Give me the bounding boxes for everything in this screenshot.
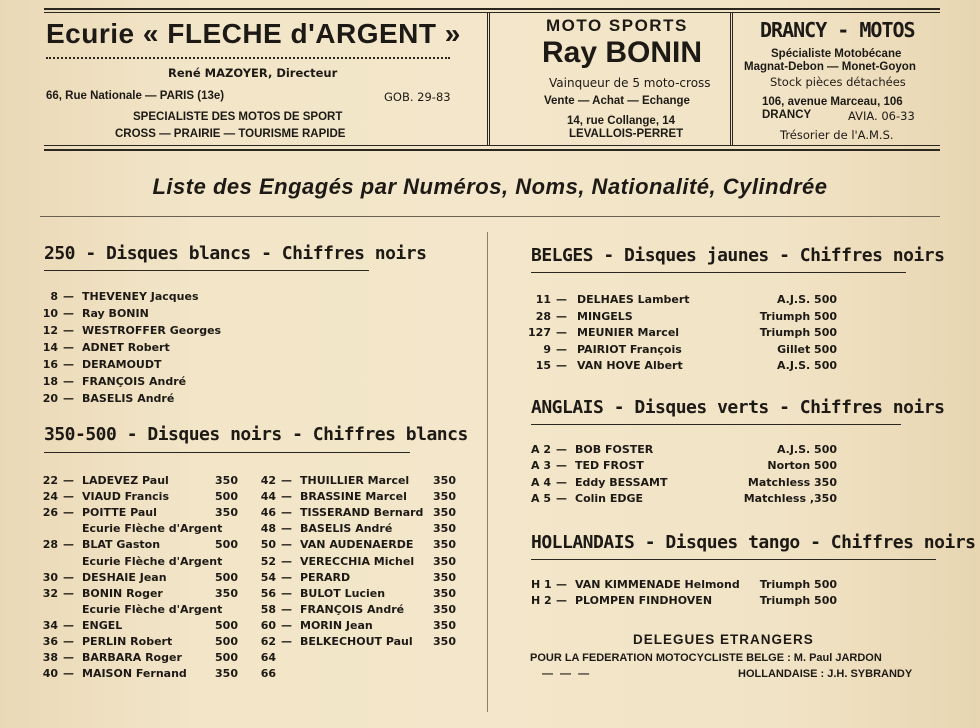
entrant-cylinder: 350	[433, 506, 456, 520]
entrant-cylinder: 500	[215, 618, 238, 632]
entrant-number: 52	[260, 554, 276, 568]
entrant-number: H 2	[531, 594, 552, 607]
entrant-dash: —	[556, 443, 567, 456]
section-hollandais-title: HOLLANDAIS - Disques tango - Chiffres noirs	[531, 532, 976, 553]
entrant-name: Colin EDGE	[575, 491, 644, 505]
entrant-name: POITTE Paul	[82, 506, 157, 520]
entrant-number: 14	[42, 341, 58, 354]
entrant-dash: —	[63, 667, 74, 681]
header-top-rule	[44, 8, 940, 10]
ecurie-title-underline	[46, 57, 450, 59]
entrant-dash: —	[63, 618, 74, 632]
entrant-number: 50	[260, 538, 276, 552]
entrant-name: FRANÇOIS André	[300, 602, 405, 616]
entrant-number: A 5	[531, 491, 551, 505]
entrant-number: 9	[543, 342, 551, 356]
entrant-dash: —	[281, 538, 292, 552]
entrant-number: 15	[535, 359, 551, 372]
section-350-title: 350-500 - Disques noirs - Chiffres blancs	[44, 424, 468, 445]
entrant-machine: A.J.S. 500	[776, 359, 837, 372]
drancy-specialty: Spécialiste Motobécane	[771, 48, 902, 60]
entrant-number: 64	[260, 651, 276, 665]
moto-sports-label: MOTO SPORTS	[546, 16, 688, 35]
drancy-phone: AVIA. 06-33	[848, 109, 915, 123]
entrant-name: PLOMPEN FINDHOVEN	[575, 594, 713, 607]
entrant-name: VAN AUDENAERDE	[300, 538, 414, 552]
entrant-machine: Gillet 500	[777, 342, 837, 356]
ray-bonin-services: Vente — Achat — Echange	[544, 95, 690, 107]
entrant-name: TISSERAND Bernard	[300, 506, 424, 520]
entrant-name: FRANÇOIS André	[82, 375, 187, 388]
entrant-name: LADEVEZ Paul	[82, 474, 169, 487]
entrant-cylinder: 350	[433, 618, 456, 632]
entrant-name: BRASSINE Marcel	[300, 490, 407, 504]
entrant-name: PAIRIOT François	[577, 342, 682, 356]
ecurie-title: Ecurie « FLECHE d'ARGENT »	[46, 18, 461, 49]
entrant-cylinder: 350	[433, 522, 456, 536]
entrant-name: Eddy BESSAMT	[575, 475, 668, 489]
entrant-cylinder: 350	[433, 586, 456, 600]
entrant-machine: Triumph 500	[759, 594, 837, 607]
section-belges-underline	[531, 272, 906, 273]
entrant-machine: Triumph 500	[759, 578, 837, 591]
entrant-number: 127	[528, 326, 551, 339]
entrant-number: 11	[535, 293, 551, 306]
entrant-dash: —	[63, 570, 74, 584]
entrant-dash: —	[63, 358, 74, 371]
entrant-dash: —	[556, 459, 567, 473]
entrant-name: ADNET Robert	[82, 341, 170, 354]
entrant-cylinder: 350	[433, 602, 456, 616]
header-divider-1	[487, 12, 490, 146]
entrant-name: TED FROST	[575, 459, 644, 473]
entrant-cylinder: 350	[215, 474, 238, 487]
delegues-belgian: POUR LA FEDERATION MOTOCYCLISTE BELGE : M. Paul JARDON	[530, 652, 882, 664]
entrant-name: BARBARA Roger	[82, 651, 182, 665]
drancy-city: DRANCY	[762, 109, 812, 121]
delegues-dutch: HOLLANDAISE : J.H. SYBRANDY	[738, 668, 913, 680]
entrant-cylinder: 350	[215, 506, 238, 520]
entrant-machine: A.J.S. 500	[776, 293, 837, 306]
section-250-title: 250 - Disques blancs - Chiffres noirs	[44, 243, 427, 264]
delegues-dashes: — — —	[542, 668, 590, 680]
entrant-cylinder: 500	[215, 490, 238, 504]
entrant-number: H 1	[531, 578, 552, 591]
entrant-dash: —	[63, 586, 74, 600]
section-250-underline	[44, 270, 369, 271]
entrant-number: 34	[42, 618, 58, 632]
entrant-cylinder: 350	[433, 490, 456, 504]
entrant-number: 30	[42, 570, 58, 584]
ray-bonin-city: LEVALLOIS-PERRET	[569, 128, 684, 140]
entrant-number: 38	[42, 651, 58, 665]
entrant-name: DELHAES Lambert	[577, 293, 690, 306]
entrant-number: 22	[42, 474, 58, 487]
entrant-number: 12	[42, 324, 58, 337]
entrant-dash: —	[281, 602, 292, 616]
entrant-number: 16	[42, 358, 58, 371]
entrant-cylinder: 500	[215, 538, 238, 552]
entrant-name: VAN HOVE Albert	[577, 359, 683, 372]
entrant-cylinder: 500	[215, 651, 238, 665]
entrant-name: MORIN Jean	[300, 618, 373, 632]
entrant-cylinder: 350	[433, 538, 456, 552]
entrant-name: PERLIN Robert	[82, 635, 173, 648]
entrant-dash: —	[63, 392, 74, 405]
entrant-name: THEVENEY Jacques	[82, 290, 199, 303]
entrant-dash: —	[281, 618, 292, 632]
section-350-underline	[44, 452, 410, 453]
entrant-dash: —	[63, 635, 74, 648]
entrant-number: A 4	[531, 475, 551, 489]
entrant-dash: —	[63, 506, 74, 520]
entrant-name: MAISON Fernand	[82, 667, 187, 681]
entrant-name: BOB FOSTER	[575, 443, 654, 456]
entrant-name: MINGELS	[577, 309, 633, 323]
entrant-dash: —	[281, 635, 292, 648]
entrant-machine: Matchless ,350	[743, 491, 837, 505]
ecurie-disciplines: CROSS — PRAIRIE — TOURISME RAPIDE	[115, 128, 346, 140]
entrant-name: Ecurie Flèche d'Argent	[82, 602, 223, 616]
entrant-number: 8	[50, 290, 58, 303]
entrant-cylinder: 350	[433, 635, 456, 648]
entrant-number: A 2	[531, 443, 551, 456]
entrant-number: 36	[42, 635, 58, 648]
entrant-name: BULOT Lucien	[300, 586, 386, 600]
entrant-name: Ecurie Flèche d'Argent	[82, 554, 223, 568]
entrant-cylinder: 350	[215, 586, 238, 600]
entrant-name: ENGEL	[82, 618, 123, 632]
drancy-street: 106, avenue Marceau, 106	[762, 96, 903, 108]
entrant-number: 56	[260, 586, 276, 600]
entrant-name: BASELIS André	[300, 522, 393, 536]
entrant-cylinder: 350	[433, 474, 456, 487]
entrant-machine: Triumph 500	[759, 326, 837, 339]
ray-bonin-wins: Vainqueur de 5 moto-cross	[549, 76, 711, 90]
entrant-number: A 3	[531, 459, 551, 473]
entrant-dash: —	[63, 538, 74, 552]
entrant-name: DERAMOUDT	[82, 358, 162, 371]
entrant-dash: —	[63, 341, 74, 354]
entrant-dash: —	[281, 506, 292, 520]
entrant-name: BELKECHOUT Paul	[300, 635, 413, 648]
main-heading: Liste des Engagés par Numéros, Noms, Nationalité, Cylindrée	[152, 174, 828, 199]
entrant-number: 10	[42, 307, 58, 320]
entrant-number: 42	[260, 474, 276, 487]
entrant-dash: —	[556, 342, 567, 356]
ecurie-address: 66, Rue Nationale — PARIS (13e)	[46, 90, 225, 102]
entrant-dash: —	[281, 522, 292, 536]
main-heading-rule	[40, 216, 940, 217]
entrant-machine: A.J.S. 500	[776, 443, 837, 456]
entrant-number: 62	[260, 635, 276, 648]
entrant-dash: —	[556, 359, 567, 372]
entrant-dash: —	[281, 490, 292, 504]
entrant-number: 40	[42, 667, 58, 681]
entrant-dash: —	[281, 586, 292, 600]
entrant-machine: Triumph 500	[759, 309, 837, 323]
entrant-dash: —	[556, 293, 567, 306]
section-belges-title: BELGES - Disques jaunes - Chiffres noirs	[531, 245, 945, 266]
entrant-number: 24	[42, 490, 58, 504]
section-anglais-title: ANGLAIS - Disques verts - Chiffres noirs	[531, 397, 945, 418]
entrant-dash: —	[63, 490, 74, 504]
entrant-number: 60	[260, 618, 276, 632]
entrant-cylinder: 350	[215, 667, 238, 681]
entrant-name: BONIN Roger	[82, 586, 163, 600]
entrant-number: 54	[260, 570, 276, 584]
entrant-name: VAN KIMMENADE Helmond	[575, 578, 740, 591]
entrant-name: WESTROFFER Georges	[82, 324, 222, 337]
entrant-dash: —	[556, 578, 567, 591]
entrant-dash: —	[281, 570, 292, 584]
entrant-name: BASELIS André	[82, 392, 175, 405]
entrant-name: DESHAIE Jean	[82, 570, 167, 584]
entrant-cylinder: 500	[215, 570, 238, 584]
entrant-number: 28	[535, 309, 551, 323]
entrant-name: PERARD	[300, 570, 351, 584]
entrant-number: 44	[260, 490, 276, 504]
entrant-number: 48	[260, 522, 276, 536]
ray-bonin-street: 14, rue Collange, 14	[567, 115, 676, 127]
entrant-dash: —	[63, 324, 74, 337]
entrant-dash: —	[63, 375, 74, 388]
entrant-dash: —	[281, 474, 292, 487]
entrant-name: MEUNIER Marcel	[577, 326, 680, 339]
drancy-brands: Magnat-Debon — Monet-Goyon	[744, 61, 916, 73]
header-bottom-rule-thin	[44, 145, 940, 146]
entrant-machine: Matchless 350	[747, 475, 837, 489]
entrant-dash: —	[63, 651, 74, 665]
entrant-machine: Norton 500	[767, 459, 837, 473]
entrant-name: Ecurie Flèche d'Argent	[82, 522, 223, 536]
header-divider-2	[730, 12, 733, 146]
entrant-name: Ray BONIN	[82, 307, 149, 320]
entrant-dash: —	[63, 307, 74, 320]
header-top-rule-thin	[44, 12, 940, 13]
entrant-name: VERECCHIA Michel	[300, 554, 415, 568]
ecurie-phone: GOB. 29-83	[384, 90, 451, 104]
entrant-number: 20	[42, 392, 58, 405]
drancy-treasurer: Trésorier de l'A.M.S.	[780, 128, 894, 142]
entrant-number: 66	[260, 667, 276, 681]
entrant-number: 32	[42, 586, 58, 600]
entrant-dash: —	[556, 475, 567, 489]
ecurie-specialty: SPECIALISTE DES MOTOS DE SPORT	[133, 111, 343, 123]
entrant-number: 26	[42, 506, 58, 520]
entrant-cylinder: 350	[433, 554, 456, 568]
entrant-number: 28	[42, 538, 58, 552]
drancy-motos-title: DRANCY - MOTOS	[760, 18, 915, 42]
entrant-name: THUILLIER Marcel	[300, 474, 410, 487]
center-fold	[487, 232, 488, 712]
entrant-cylinder: 500	[215, 635, 238, 648]
section-hollandais-underline	[531, 559, 936, 560]
entrant-name: VIAUD Francis	[82, 490, 170, 504]
entrant-dash: —	[556, 491, 567, 505]
entrant-number: 46	[260, 506, 276, 520]
entrant-name: BLAT Gaston	[82, 538, 161, 552]
ecurie-director: René MAZOYER, Directeur	[168, 66, 338, 80]
entrant-dash: —	[556, 594, 567, 607]
entrant-dash: —	[63, 290, 74, 303]
entrant-cylinder: 350	[433, 570, 456, 584]
entrant-dash: —	[63, 474, 74, 487]
ray-bonin-title: Ray BONIN	[542, 36, 703, 69]
entrant-dash: —	[556, 326, 567, 339]
entrant-dash: —	[556, 309, 567, 323]
drancy-stock: Stock pièces détachées	[770, 75, 906, 89]
section-anglais-underline	[531, 424, 901, 425]
entrant-number: 18	[42, 375, 58, 388]
delegues-title: DELEGUES ETRANGERS	[633, 632, 814, 647]
header-bottom-rule	[44, 149, 940, 151]
entrant-number: 58	[260, 602, 276, 616]
entrant-dash: —	[281, 554, 292, 568]
